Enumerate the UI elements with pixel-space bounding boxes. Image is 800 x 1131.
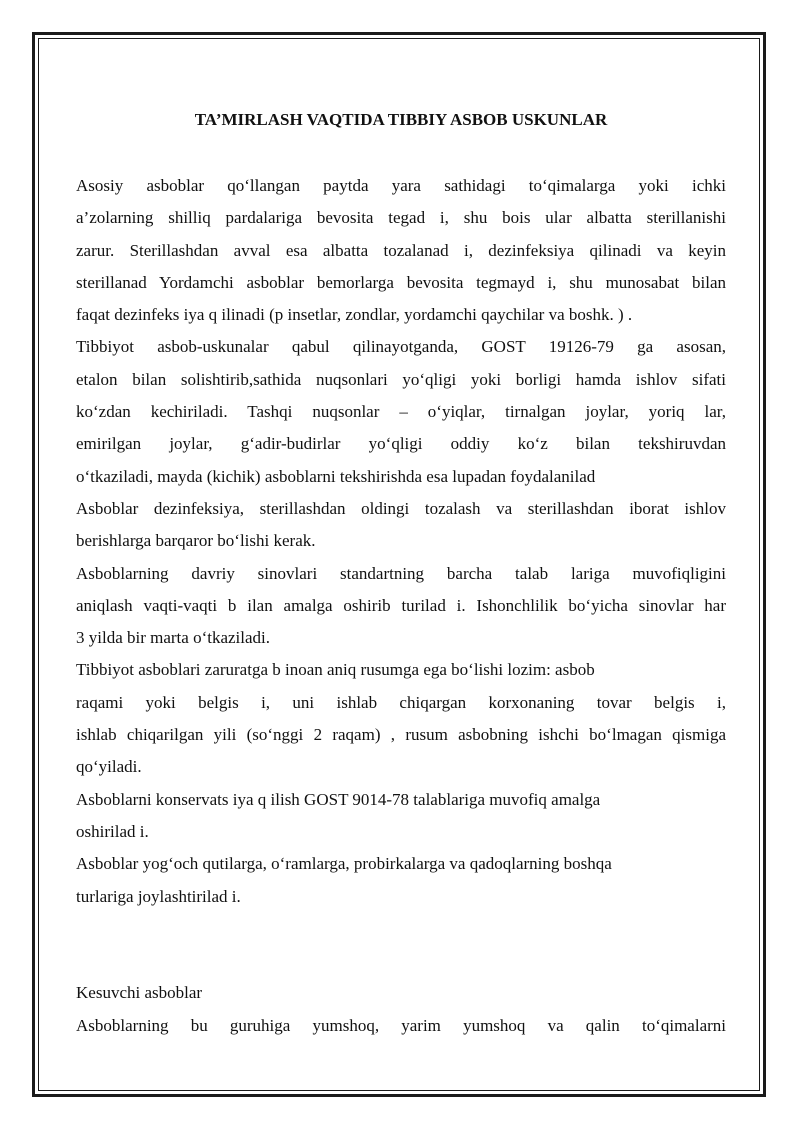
body-line: Asosiy asboblar qo‘llangan paytda yara sathidagi to‘qimalarga yoki ichki (76, 176, 726, 195)
body-line: Asboblarning davriy sinovlari standartning barcha talab lariga muvofiqligini (76, 563, 726, 583)
body-line: turlariga joylashtirilad i. (76, 886, 241, 906)
body-line: sterillanad Yordamchi asboblar bemorlarga bevosita tegmayd i, shu munosabat bilan (76, 272, 726, 292)
body-line: emirilgan joylar, g‘adir-budirlar yo‘qligi oddiy ko‘z bilan tekshiruvdan (76, 434, 726, 454)
section-heading: Kesuvchi asboblar (76, 983, 203, 1003)
body-line: etalon bilan solishtirib,sathida nuqsonlari yo‘qligi yoki borligi hamda ishlov sifati (76, 369, 726, 389)
body-line: oshirilad i. (76, 821, 149, 841)
body-line: ko‘zdan kechiriladi. Tashqi nuqsonlar – o‘yiqlar, tirnalgan joylar, yoriq lar, (76, 402, 726, 422)
body-line: raqami yoki belgis i, uni ishlab chiqargan korxonaning tovar belgis i, (76, 692, 726, 712)
body-line: a’zolarning shilliq pardalariga bevosita tegad i, shu bois ular albatta sterillanishi (76, 208, 726, 228)
body-line: qo‘yiladi. (76, 757, 142, 777)
body-line: 3 yilda bir marta o‘tkaziladi. (76, 628, 271, 648)
body-line: Tibbiyot asboblari zaruratga b inoan aniq rusumga ega bo‘lishi lozim: asbob (76, 660, 595, 680)
body-line: Asboblar dezinfeksiya, sterillashdan oldingi tozalash va sterillashdan iborat ishlov (76, 498, 726, 518)
body-line: o‘tkaziladi, mayda (kichik) asboblarni tekshirishda esa lupadan foydalanilad (76, 466, 596, 486)
body-line: zarur. Sterillashdan avval esa albatta tozalanad i, dezinfeksiya qilinadi va keyin (76, 240, 726, 260)
paragraph-gap (76, 913, 726, 978)
body-line: ishlab chiqarilgan yili (so‘nggi 2 raqam) , rusum asbobning ishchi bo‘lmagan qismiga (76, 725, 726, 745)
body-line: Tibbiyot asbob-uskunalar qabul qilinayotganda, GOST 19126-79 ga asosan, (76, 337, 726, 357)
section-line: Asboblarning bu guruhiga yumshoq, yarim yumshoq va qalin to‘qimalarni (76, 1015, 726, 1035)
document-title: TA’MIRLASH VAQTIDA TIBBIY ASBOB USKUNLAR (194, 110, 608, 129)
body-line: berishlarga barqaror bo‘lishi kerak. (76, 531, 316, 551)
body-line: aniqlash vaqti-vaqti b ilan amalga oshirib turilad i. Ishonchlilik bo‘yicha sinovlar har (76, 595, 726, 615)
body-line: Asboblar yog‘och qutilarga, o‘ramlarga, probirkalarga va qadoqlarning boshqa (76, 854, 612, 874)
document-body (76, 170, 726, 1042)
body-line: faqat dezinfeks iya q ilinadi (p insetlar, zondlar, yordamchi qaychilar va boshk. ) . (76, 305, 633, 325)
body-line: Asboblarni konservats iya q ilish GOST 9014-78 talablariga muvofiq amalga (76, 789, 601, 809)
